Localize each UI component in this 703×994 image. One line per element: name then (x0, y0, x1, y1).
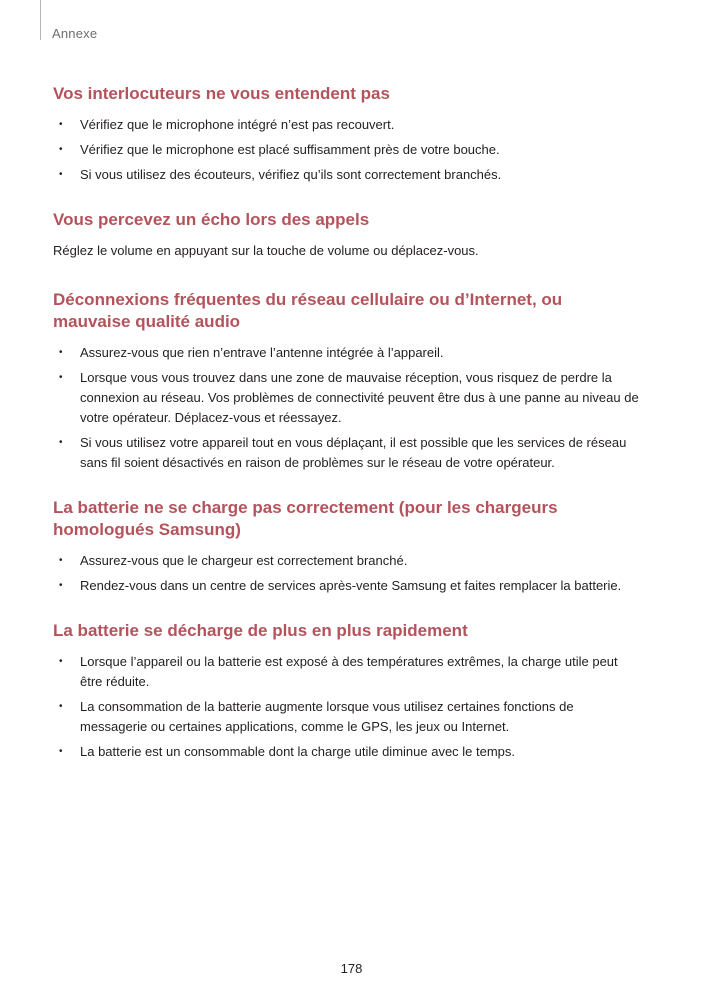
list-item: • Vérifiez que le microphone est placé suffisamment près de votre bouche. (53, 140, 643, 160)
list-item: • Assurez-vous que le chargeur est correctement branché. (53, 551, 643, 571)
bullet-list (53, 343, 643, 473)
section-battery-not-charging (53, 497, 643, 596)
section-heading: La batterie ne se charge pas correctement (pour les chargeurs homologués Samsung) (53, 498, 558, 539)
list-item: • Assurez-vous que rien n’entrave l’antenne intégrée à l’appareil. (53, 343, 643, 363)
list-item: • Vérifiez que le microphone intégré n’est pas recouvert. (53, 115, 643, 135)
bullet-list (53, 652, 643, 762)
bullet-icon: • (59, 119, 63, 130)
bullet-icon: • (59, 746, 63, 757)
header-divider (40, 0, 41, 40)
bullet-list (53, 551, 643, 596)
bullet-icon: • (59, 580, 63, 591)
list-item: • La batterie est un consommable dont la charge utile diminue avec le temps. (53, 742, 643, 762)
list-item: • Si vous utilisez votre appareil tout en vous déplaçant, il est possible que les services de réseau sans fil soient désactivés en raison de problèmes sur le réseau de votre opérateur. (59, 435, 627, 470)
bullet-icon: • (59, 169, 63, 180)
list-item: • Lorsque l’appareil ou la batterie est exposé à des températures extrêmes, la charge utile peut être réduite. (59, 654, 618, 689)
section-paragraph: Réglez le volume en appuyant sur la touche de volume ou déplacez-vous. (53, 243, 479, 258)
section-echo-during-calls (53, 209, 643, 261)
bullet-icon: • (59, 144, 63, 155)
section-heading: Vous percevez un écho lors des appels (53, 210, 370, 229)
running-header: Annexe (52, 26, 98, 41)
bullet-icon: • (59, 555, 63, 566)
section-heading: Vos interlocuteurs ne vous entendent pas (53, 84, 390, 103)
bullet-icon: • (59, 347, 63, 358)
page-content (53, 83, 643, 784)
section-network-disconnections (53, 289, 643, 473)
section-battery-drains-faster (53, 620, 643, 762)
page-number: 178 (340, 961, 363, 976)
bullet-icon: • (59, 656, 63, 667)
section-heading: Déconnexions fréquentes du réseau cellulaire ou d’Internet, ou mauvaise qualité audio (53, 290, 563, 331)
list-item: • Rendez-vous dans un centre de services après-vente Samsung et faites remplacer la batterie. (53, 576, 643, 596)
bullet-icon: • (59, 437, 63, 448)
bullet-icon: • (59, 701, 63, 712)
list-item: • Lorsque vous vous trouvez dans une zone de mauvaise réception, vous risquez de perdre la connexion au réseau. Vos problèmes de connectivité peuvent être dus à une panne au niveau de votre opérateur. Déplacez-vous et réessayez. (59, 370, 639, 425)
list-item: • La consommation de la batterie augmente lorsque vous utilisez certaines fonctions de messagerie ou certaines applications, comme le GPS, les jeux ou Internet. (59, 699, 574, 734)
bullet-list (53, 115, 643, 185)
section-heading: La batterie se décharge de plus en plus rapidement (53, 621, 468, 640)
section-no-audio-heard (53, 83, 643, 185)
list-item: • Si vous utilisez des écouteurs, vérifiez qu’ils sont correctement branchés. (53, 165, 643, 185)
bullet-icon: • (59, 372, 63, 383)
